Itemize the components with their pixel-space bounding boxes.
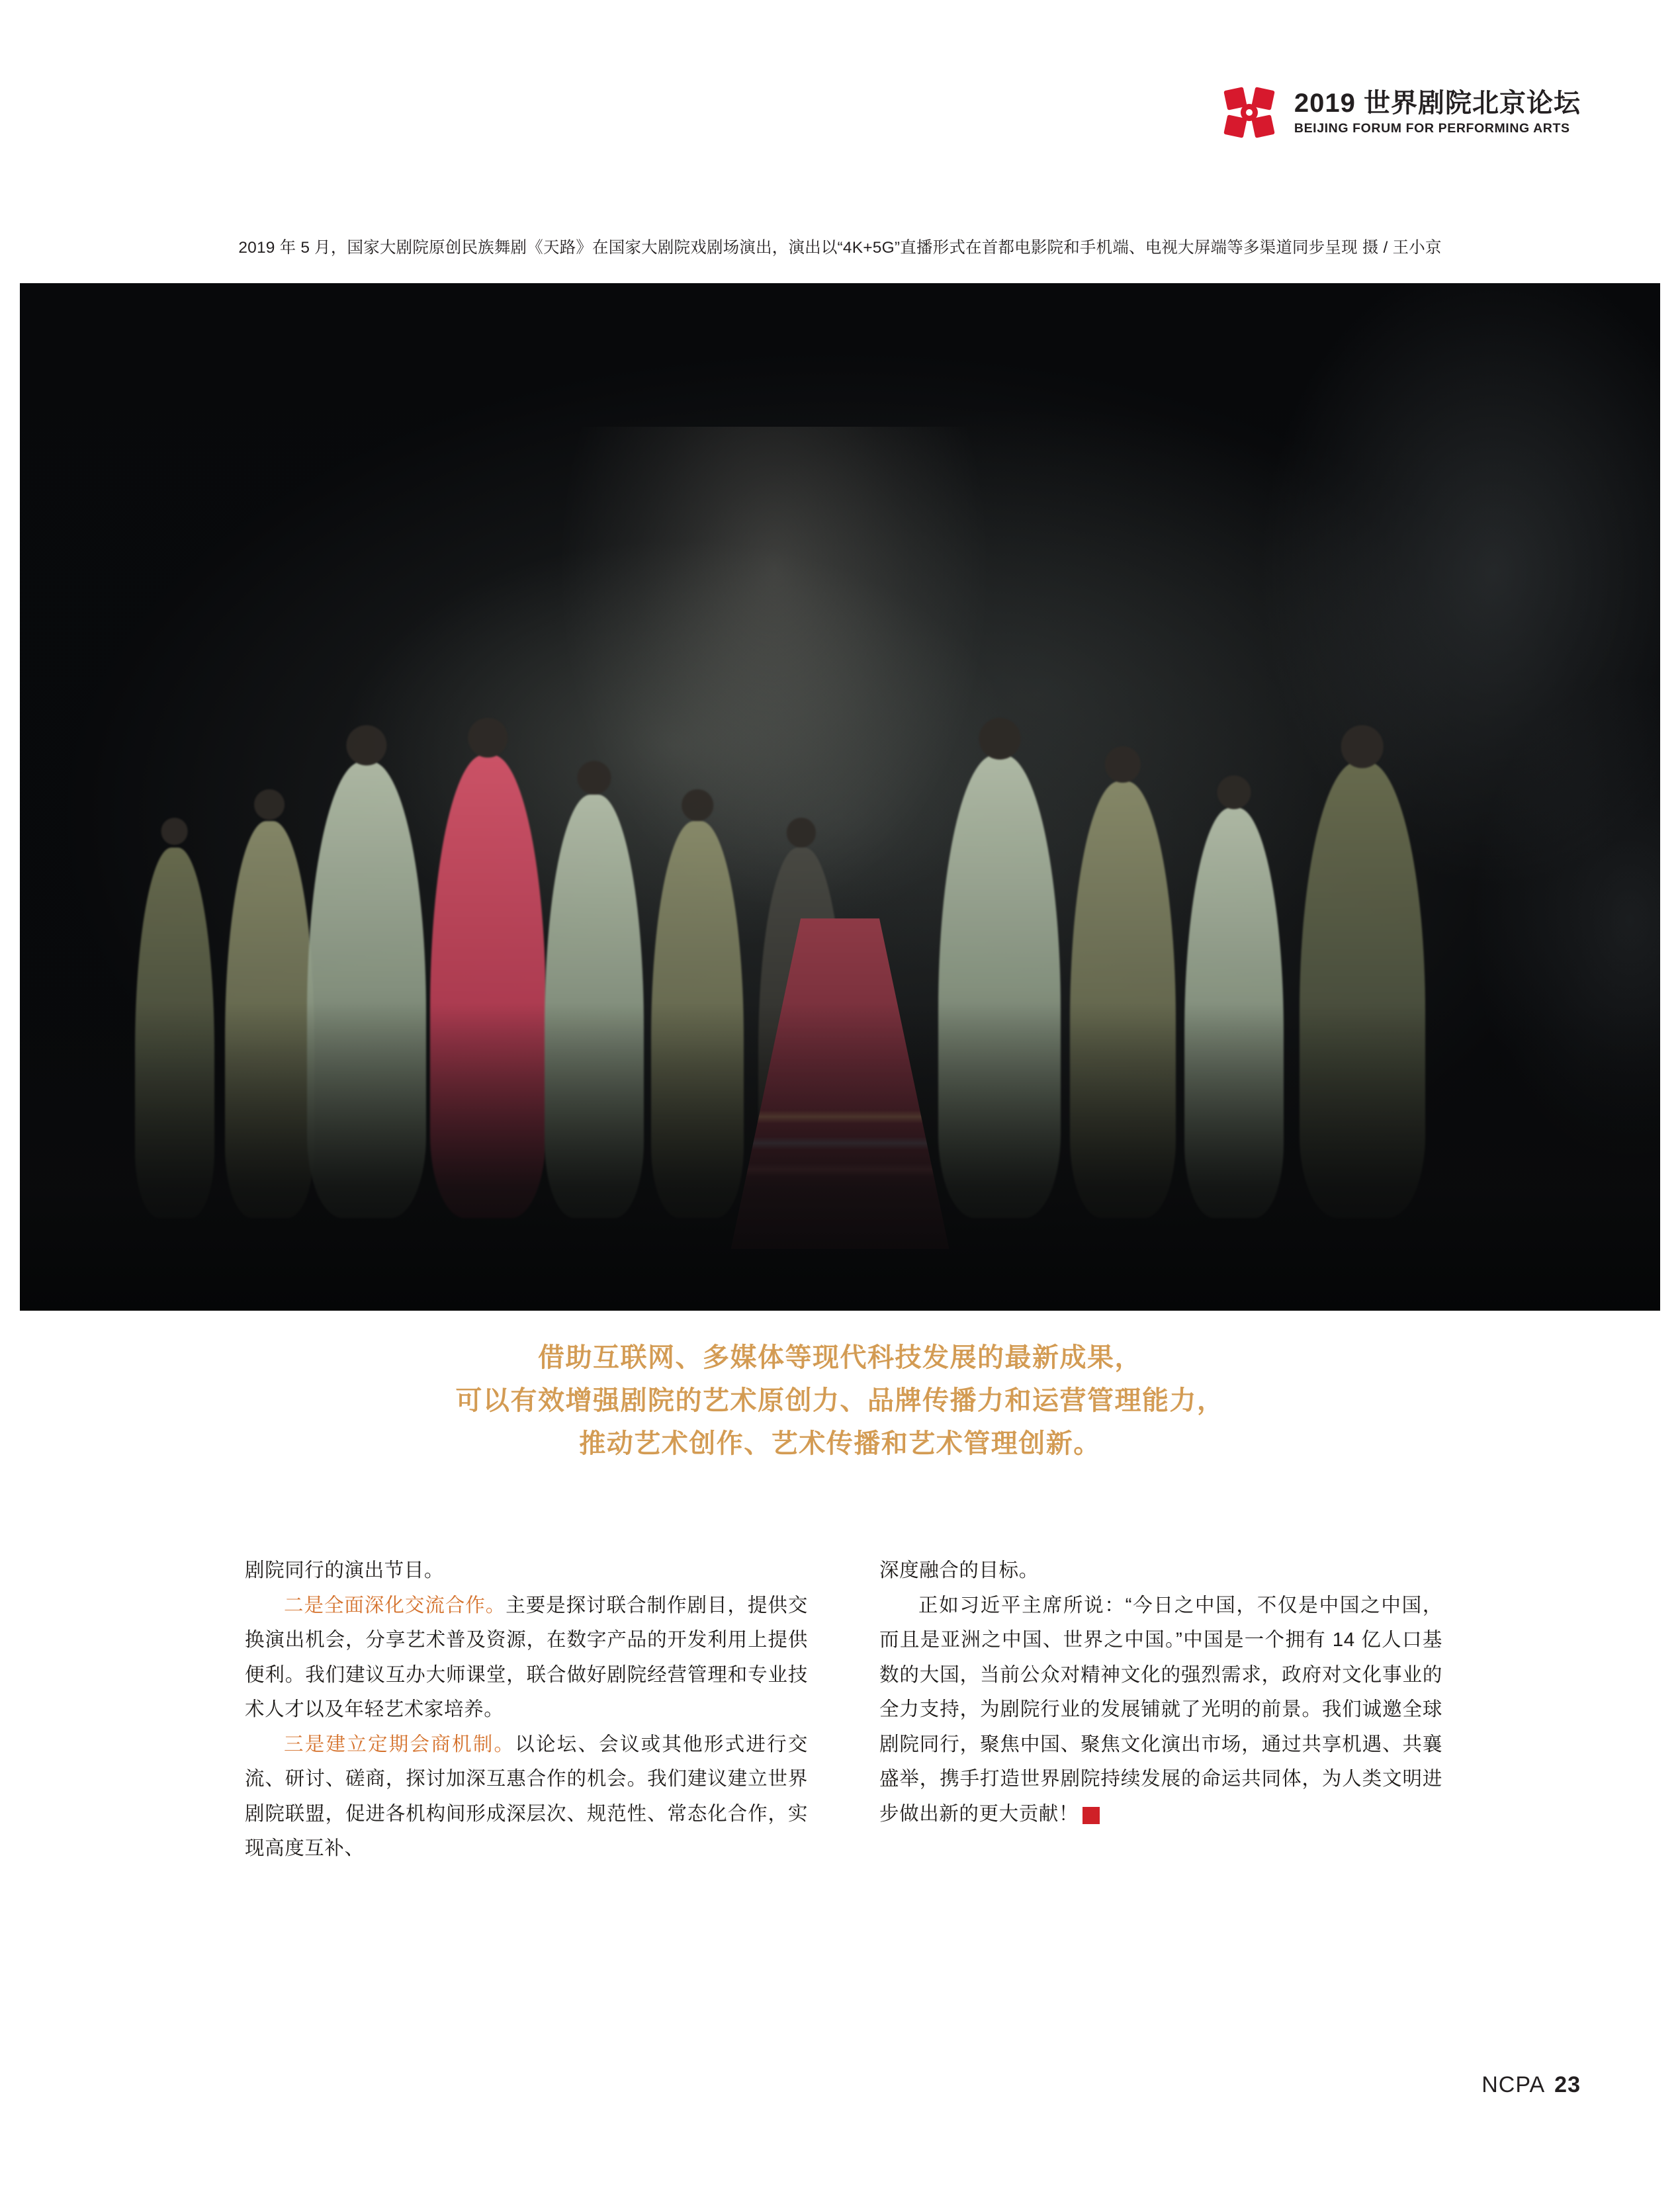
page-number: 23 — [1554, 2072, 1581, 2097]
paragraph — [245, 1589, 808, 1728]
pull-quote-line-2: 可以有效增强剧院的艺术原创力、品牌传播力和运营管理能力， — [455, 1384, 1225, 1416]
figure-head — [161, 818, 188, 845]
stage-photograph — [20, 283, 1660, 1311]
right-column — [879, 1553, 1442, 1866]
pull-quote-line-3: 推动艺术创作、艺术传播和艺术管理创新。 — [579, 1427, 1101, 1459]
figure-head — [346, 725, 386, 766]
article-body — [245, 1553, 1442, 1866]
red-square-rosette-icon — [1221, 85, 1277, 140]
figure-head — [979, 718, 1020, 760]
logo-title-cn — [1294, 90, 1581, 116]
photo-stage-floor — [20, 1002, 1660, 1311]
paragraph: 深度融合的目标。 — [879, 1559, 1039, 1581]
pull-quote-line-1: 借助互联网、多媒体等现代科技发展的最新成果， — [538, 1342, 1142, 1373]
figure-head — [682, 789, 714, 821]
figure-head — [1217, 775, 1251, 809]
figure-head — [468, 718, 508, 758]
figure-head — [578, 761, 611, 795]
pull-quote — [0, 1336, 1680, 1465]
paragraph: 剧院同行的演出节目。 — [245, 1559, 445, 1581]
paragraph-text: 正如习近平主席所说：“今日之中国，不仅是中国之中国，而且是亚洲之中国、世界之中国。”中国是一个拥有 14 亿人口基数的大国，当前公众对精神文化的强烈需求，政府对文化事业的全力支持，为剧院行业的发展铺就了光明的前景。我们诚邀全球剧院同行，聚焦中国、聚焦文化演出市场，通过共享机遇、共襄盛举，携手打造世界剧院持续发展的命运共同体，为人类文明进步做出新的更大贡献！ — [879, 1594, 1442, 1825]
left-column — [245, 1553, 808, 1866]
publication-name: NCPA — [1481, 2072, 1546, 2097]
figure-head — [254, 789, 285, 820]
logo-title-cn-text: 世界剧院北京论坛 — [1364, 88, 1581, 118]
figure-head — [786, 818, 815, 847]
paragraph-text: 主要是探讨联合制作剧目，提供交换演出机会，分享艺术普及资源，在数字产品的开发利用上提供便利。我们建议互办大师课堂，联合做好剧院经营管理和专业技术人才以及年轻艺术家培养。 — [245, 1594, 808, 1720]
end-mark: 院 — [1083, 1807, 1100, 1824]
paragraph — [245, 1728, 808, 1866]
photo-caption: 2019 年 5 月，国家大剧院原创民族舞剧《天路》在国家大剧院戏剧场演出，演出以“4K+5G”直播形式在首都电影院和手机端、电视大屏端等多渠道同步呈现 摄 / 王小京 — [238, 239, 1442, 257]
logo-year: 2019 — [1294, 88, 1356, 118]
paragraph-text: 以论坛、会议或其他形式进行交流、研讨、磋商，探讨加深互惠合作的机会。我们建议建立世界剧院联盟，促进各机构间形成深层次、规范性、常态化合作，实现高度互补、 — [245, 1733, 808, 1859]
paragraph — [879, 1589, 1442, 1832]
forum-logo — [1221, 85, 1581, 140]
logo-text — [1294, 90, 1581, 136]
logo-title-en: BEIJING FORUM FOR PERFORMING ARTS — [1294, 120, 1570, 136]
paragraph-lead-in: 三是建立定期会商机制。 — [284, 1733, 515, 1755]
paragraph-lead-in: 二是全面深化交流合作。 — [284, 1594, 506, 1616]
figure-head — [1341, 725, 1384, 768]
page-folio — [1481, 2072, 1581, 2098]
